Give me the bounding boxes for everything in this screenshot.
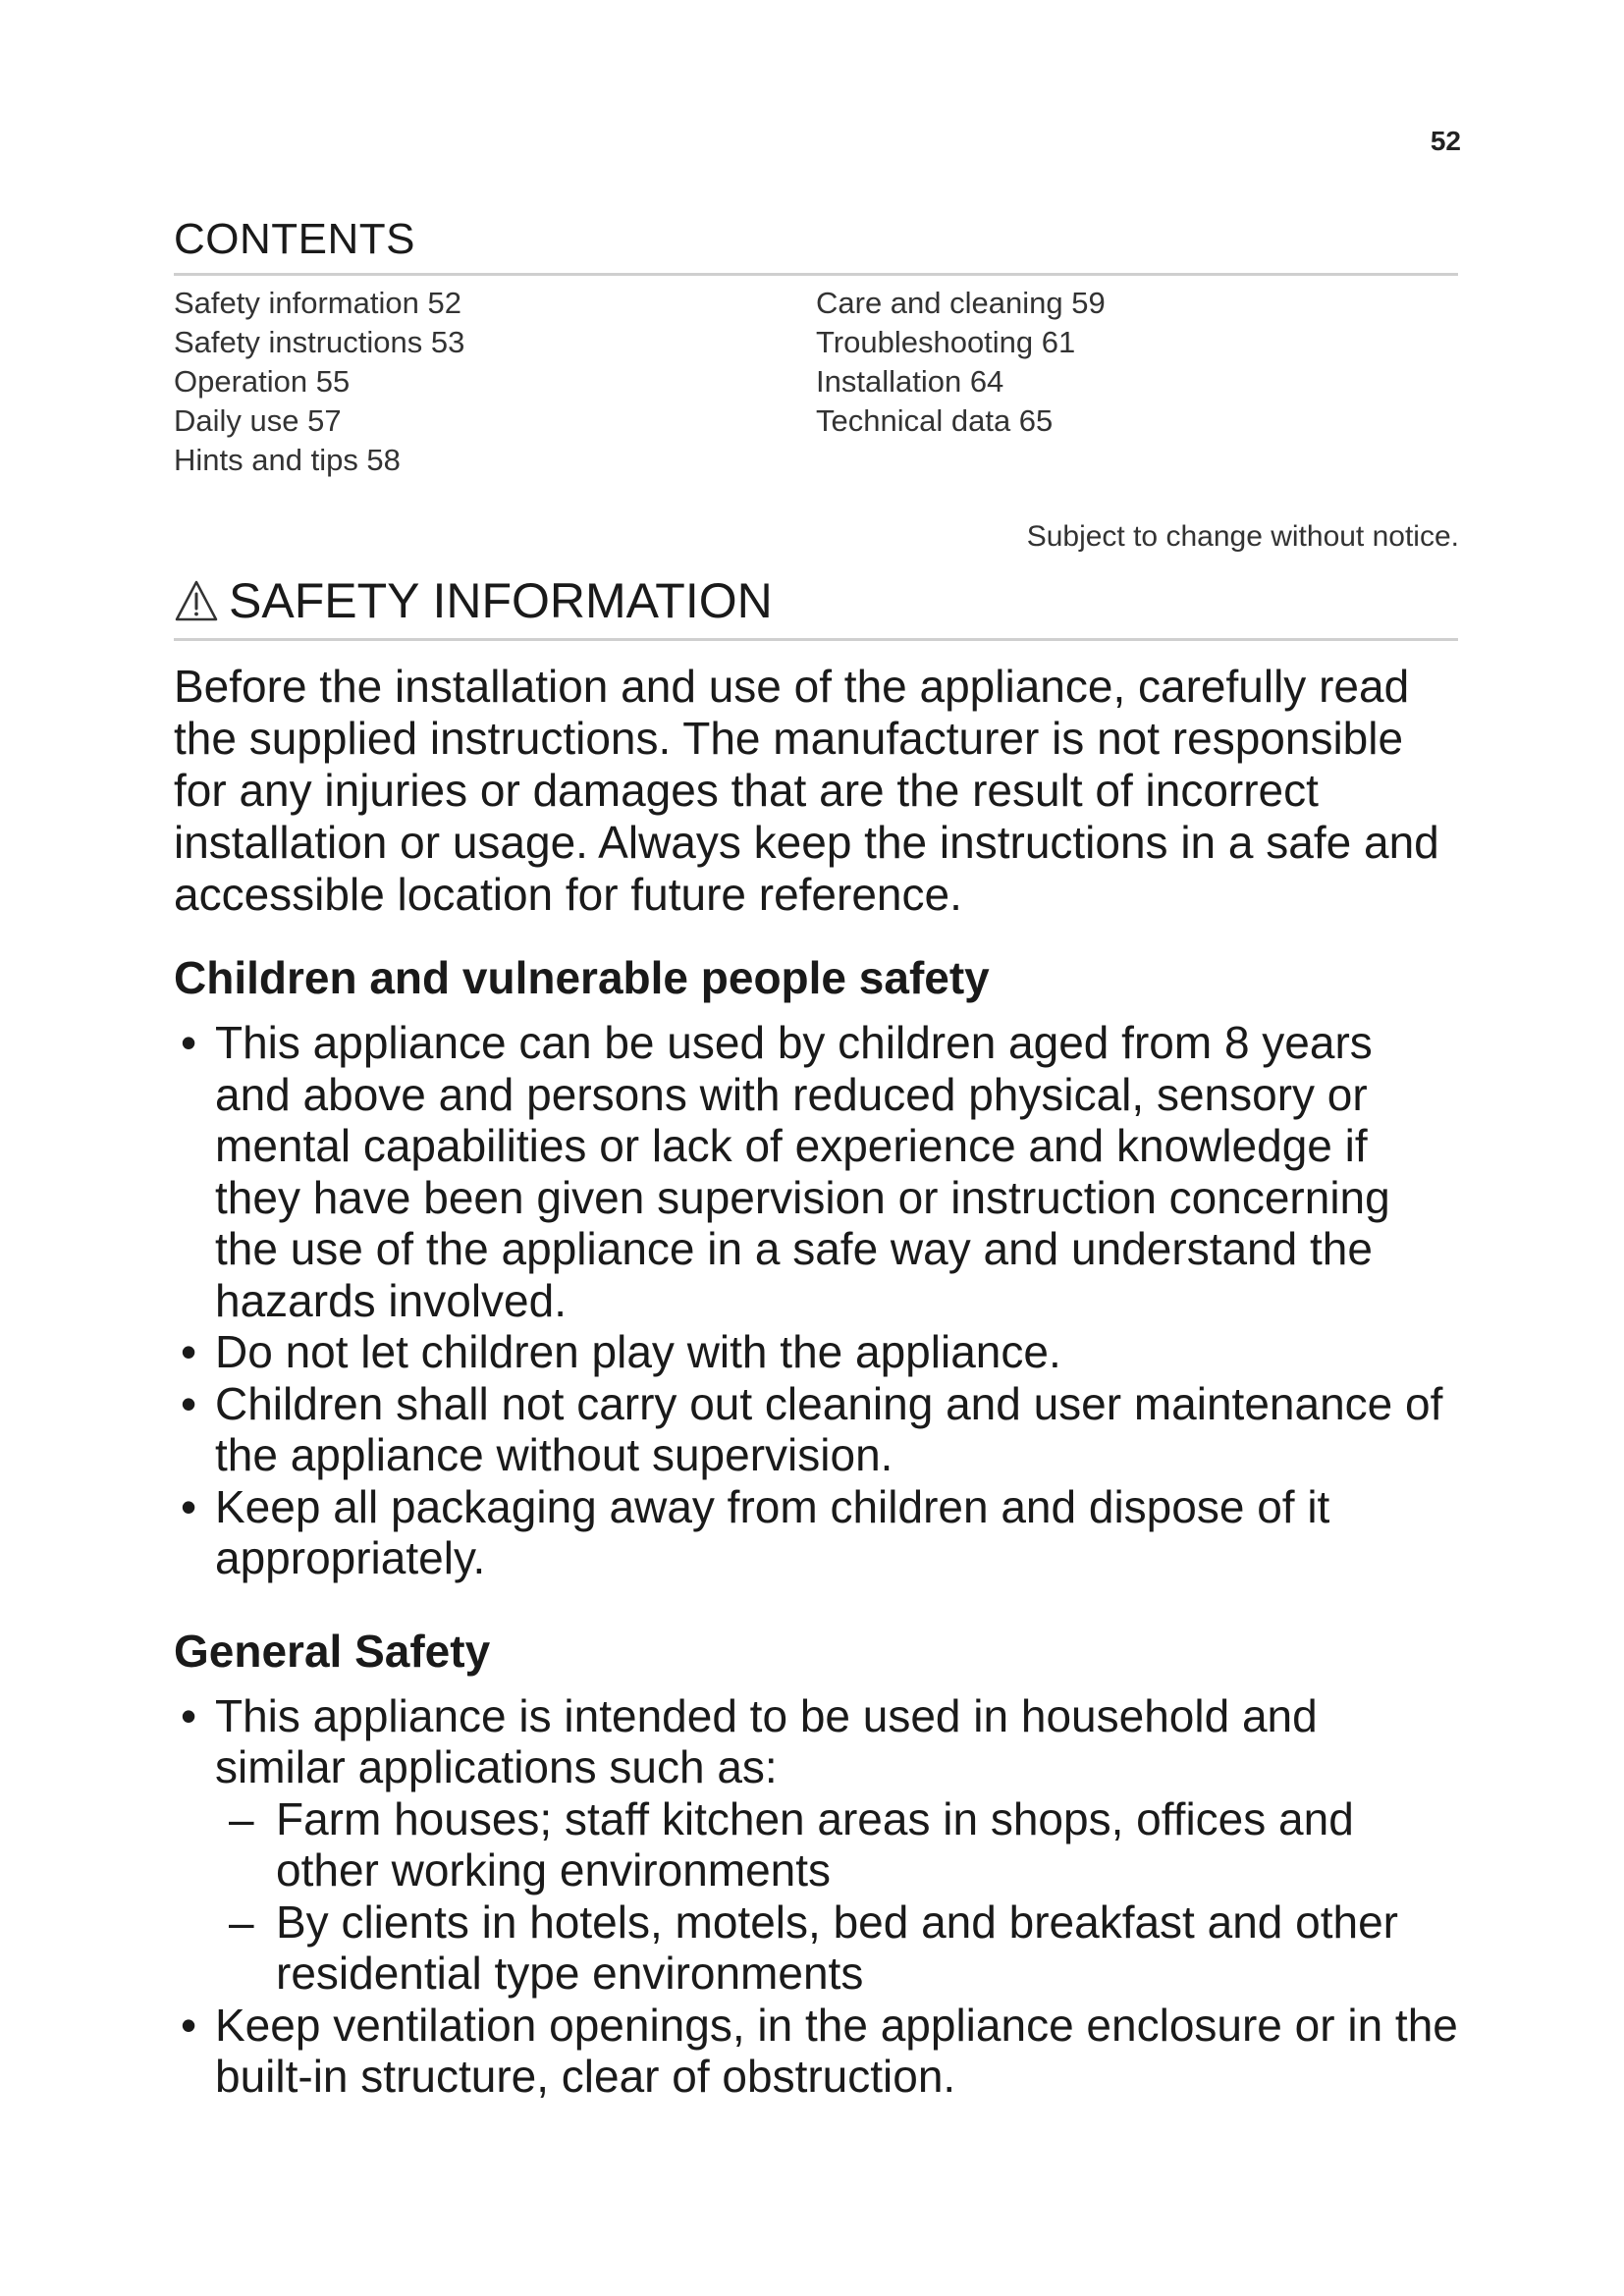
toc-column-left — [174, 284, 816, 480]
general-safety-heading: General Safety — [174, 1625, 491, 1677]
bullet-glyph: • — [180, 1017, 197, 1068]
list-item — [174, 1326, 1458, 1378]
bullet-glyph: • — [180, 1377, 197, 1429]
sub-list-item-text: By clients in hotels, motels, bed and breakfast and other residential type environments — [276, 1896, 1398, 1999]
dash-glyph: – — [229, 1896, 254, 1948]
toc-item[interactable]: Daily use 57 — [174, 403, 342, 438]
bullet-glyph: • — [180, 1480, 197, 1532]
list-item-text: This appliance is intended to be used in household and similar applications such as: — [215, 1689, 1318, 1792]
warning-triangle-icon — [174, 578, 219, 623]
list-item — [174, 2000, 1458, 2103]
toc-item[interactable]: Care and cleaning 59 — [816, 286, 1106, 320]
contents-rule — [174, 273, 1458, 276]
toc-item[interactable]: Installation 64 — [816, 364, 1004, 399]
children-safety-list — [174, 1017, 1458, 1584]
list-item-text: Children shall not carry out cleaning and user maintenance of the appliance without supervision. — [215, 1377, 1443, 1480]
bullet-glyph: • — [180, 1999, 197, 2051]
list-item — [174, 1690, 1458, 2000]
sub-list-item — [215, 1896, 1458, 2000]
sub-list-item — [215, 1793, 1458, 1896]
general-safety-sublist — [215, 1793, 1458, 2000]
safety-information-section — [174, 571, 1458, 2103]
children-safety-heading: Children and vulnerable people safety — [174, 952, 990, 1003]
toc-column-right — [816, 284, 1458, 480]
toc-item[interactable]: Technical data 65 — [816, 403, 1054, 438]
contents-title: CONTENTS — [174, 215, 415, 263]
page-number: 52 — [1430, 126, 1461, 156]
list-item — [174, 1017, 1458, 1326]
bullet-glyph: • — [180, 1326, 197, 1377]
dash-glyph: – — [229, 1792, 254, 1844]
toc-item[interactable]: Hints and tips 58 — [174, 443, 401, 477]
list-item-text: This appliance can be used by children aged from 8 years and above and persons with reduced physical, sensory or mental capabilities or lack of experience and knowledge if they have been given supervision or instruction concerning the use of the appliance in a safe way and understand the hazards involved. — [215, 1017, 1390, 1326]
bullet-glyph: • — [180, 1689, 197, 1741]
list-item-text: Keep all packaging away from children and dispose of it appropriately. — [215, 1480, 1330, 1583]
change-notice: Subject to change without notice. — [1026, 520, 1459, 553]
toc-item[interactable]: Troubleshooting 61 — [816, 325, 1076, 359]
list-item — [174, 1481, 1458, 1584]
safety-heading — [174, 571, 1458, 630]
safety-rule — [174, 638, 1458, 641]
list-item-text: Do not let children play with the appliance. — [215, 1326, 1061, 1377]
safety-intro: Before the installation and use of the appliance, carefully read the supplied instructions. The manufacturer is not responsible for any injuries or damages that are the result of incorrect installation or usage. Always keep the instructions in a safe and accessible location for future reference. — [174, 661, 1439, 920]
toc-item[interactable]: Safety information 52 — [174, 286, 461, 320]
safety-heading-text: SAFETY INFORMATION — [229, 573, 773, 628]
table-of-contents — [174, 284, 1458, 480]
toc-item[interactable]: Safety instructions 53 — [174, 325, 465, 359]
general-safety-list — [174, 1690, 1458, 2103]
list-item-text: Keep ventilation openings, in the appliance enclosure or in the built-in structure, clear of obstruction. — [215, 1999, 1458, 2102]
sub-list-item-text: Farm houses; staff kitchen areas in shops, offices and other working environments — [276, 1792, 1354, 1896]
toc-item[interactable]: Operation 55 — [174, 364, 351, 399]
contents-section — [174, 214, 1458, 480]
list-item — [174, 1378, 1458, 1481]
